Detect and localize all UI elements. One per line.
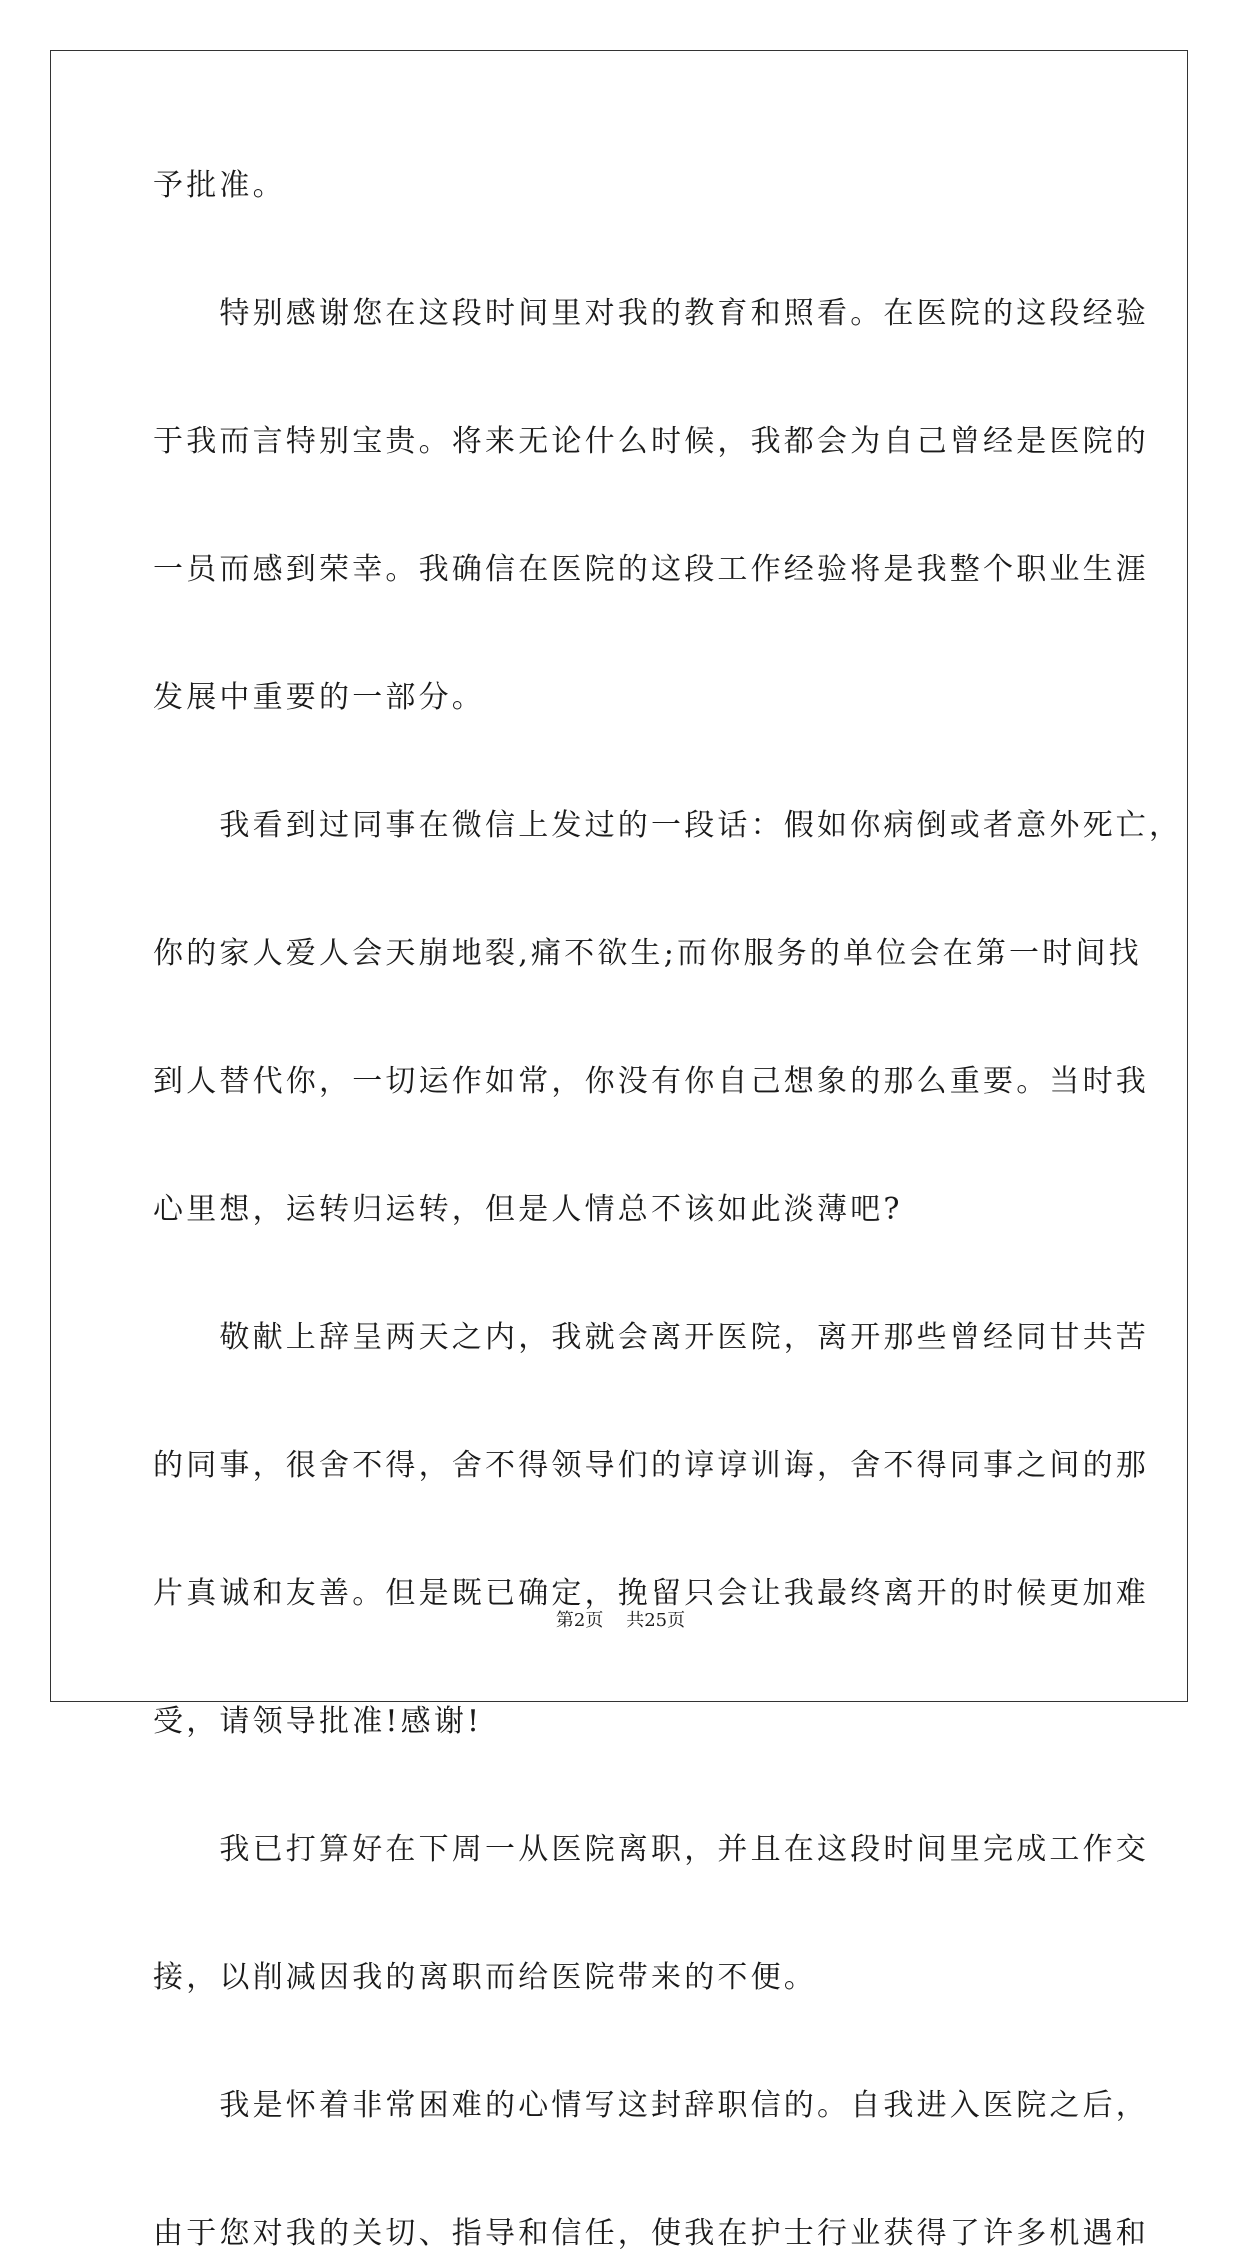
text-line: 我是怀着非常困难的心情写这封辞职信的。自我进入医院之后， xyxy=(153,2088,1149,2123)
text-line: 片真诚和友善。但是既已确定，挽留只会让我最终离开的时候更加难 xyxy=(153,1576,1149,1611)
text-line: 我已打算好在下周一从医院离职，并且在这段时间里完成工作交 xyxy=(153,1832,1149,1867)
document-body xyxy=(153,154,1183,2266)
page-footer xyxy=(0,1606,1241,1632)
text-line: 心里想，运转归运转，但是人情总不该如此淡薄吧? xyxy=(153,1192,903,1227)
blank-line xyxy=(153,2138,1091,2202)
blank-line xyxy=(153,1626,1091,1690)
text-line: 特别感谢您在这段时间里对我的教育和照看。在医院的这段经验 xyxy=(153,296,1149,331)
text-line: 由于您对我的关切、指导和信任，使我在护士行业获得了许多机遇和 xyxy=(153,2216,1149,2251)
text-line: 受，请领导批准!感谢! xyxy=(153,1704,483,1739)
blank-line xyxy=(153,218,1091,282)
text-line: 你的家人爱人会天崩地裂,痛不欲生;而你服务的单位会在第一时间找 xyxy=(153,936,1142,971)
blank-line xyxy=(153,1114,1091,1178)
blank-line xyxy=(153,986,1091,1050)
blank-line xyxy=(153,1882,1091,1946)
text-line: 的同事，很舍不得，舍不得领导们的谆谆训诲，舍不得同事之间的那 xyxy=(153,1448,1149,1483)
text-line: 予批准。 xyxy=(153,168,286,203)
text-line: 一员而感到荣幸。我确信在医院的这段工作经验将是我整个职业生涯 xyxy=(153,552,1149,587)
text-line: 于我而言特别宝贵。将来无论什么时候，我都会为自己曾经是医院的 xyxy=(153,424,1149,459)
text-line: 发展中重要的一部分。 xyxy=(153,680,485,715)
blank-line xyxy=(153,1370,1091,1434)
text-line: 我看到过同事在微信上发过的一段话：假如你病倒或者意外死亡， xyxy=(153,808,1183,843)
blank-line xyxy=(153,730,1091,794)
blank-line xyxy=(153,1498,1091,1562)
blank-line xyxy=(153,346,1091,410)
blank-line xyxy=(153,1754,1091,1818)
blank-line xyxy=(153,602,1091,666)
text-line: 到人替代你，一切运作如常，你没有你自己想象的那么重要。当时我 xyxy=(153,1064,1149,1099)
blank-line xyxy=(153,474,1091,538)
blank-line xyxy=(153,1242,1091,1306)
blank-line xyxy=(153,2010,1091,2074)
page-total: 共25页 xyxy=(626,1610,686,1631)
blank-line xyxy=(153,858,1091,922)
page-number: 第2页 xyxy=(555,1610,604,1631)
text-line: 敬献上辞呈两天之内，我就会离开医院，离开那些曾经同甘共苦 xyxy=(153,1320,1149,1355)
text-line: 接，以削减因我的离职而给医院带来的不便。 xyxy=(153,1960,817,1995)
